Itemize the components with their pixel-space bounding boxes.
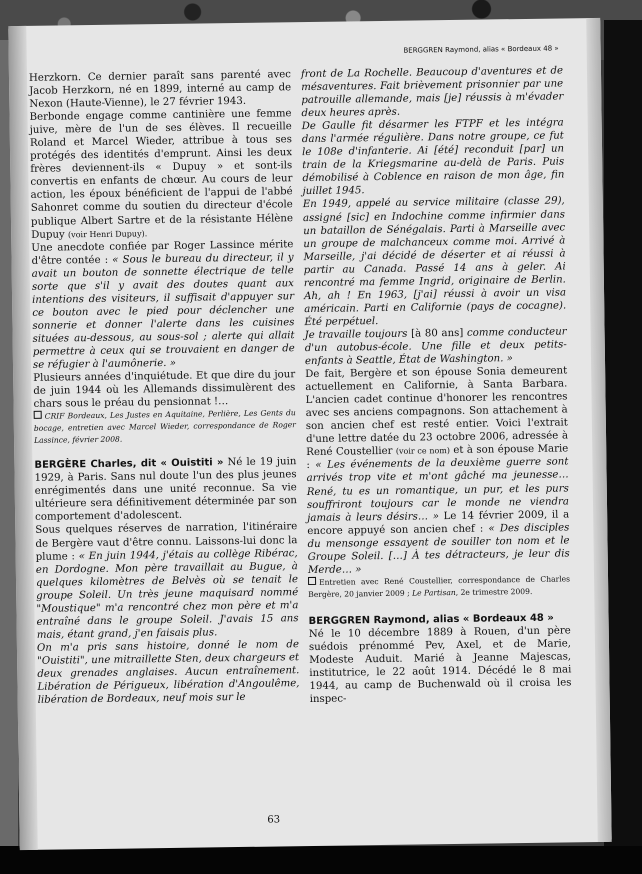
paragraph: De fait, Bergère et son épouse Sonia demeurent actuellement en Californie, à Santa Barbara. L'ancien cadet continue d'honorer les rencontres avec ses anciens compagnons. Son attachement à son ancien chef est resté entier. Voici l'extrait d'une lettre datée du 23 octobre 2006, adressée à René Coustellier (voir ce nom) et à son épouse Marie : « Les événements de la deuxième guerre sont arrivés trop vite et m'ont gâché ma jeunesse… René, tu es un romantique, un pur, et les purs souffriront toujours car le monde ne viendra jamais à leurs désirs… » Le 14 février 2009, il a encore appuyé son ancien chef : « Des disciples du mensonge essayent de souiller ton nom et le Groupe Soleil. […] À tes détracteurs, je leur dis Merde… » <box>305 365 570 576</box>
quotation: De Gaulle fit désarmer les FTPF et les intégra dans l'armée régulière. Dans notre groupe, ce fut le 108e d'infanterie. Ai [été] reconduit [par] un train de la Kriegsmarine au-delà de Paris. Puis démobilisé à Coblence en raison de mon âge, fin juillet 1945. <box>301 117 565 198</box>
book-page <box>8 18 611 850</box>
paragraph: Berbonde engage comme cantinière une femme juive, mère de l'un de ses élèves. Il recueille Roland et Marcel Wieder, attribue à tous ses protégés des identités d'emprunt. Ainsi les deux frères deviennent-ils « Dupuy » et sont-ils convertis en enfants de chœur. Au cours de leur action, les époux bénéficient de l'appui de l'abbé Sahonret comme du soutien du directeur d'école publique Albert Sartre et de la résistante Hélène Dupuy (voir Henri Dupuy). <box>29 108 294 241</box>
quotation: En 1949, appelé au service militaire (classe 29), assigné [sic] en Indochine comme infirmier dans un bataillon de Sénégalais. Parti à Marseille avec un groupe de malchanceux comme moi. Arrivé à Marseille, j'ai décidé de déserter et ai réussi à partir au Canada. Passé 14 ans à geler. Ai rencontré ma femme Ingrid, originaire de Berlin. Ah, ah ! En 1963, [j'ai] réussi à avoir un visa américain. Parti en Californie (pays de cocagne). Été perpétuel. <box>302 195 567 328</box>
source-note: CRIF Bordeaux, Les Justes en Aquitaine, Perlière, Les Gents du bocage, entretien avec Marcel Wieder, correspondance de Roger Lassince, février 2008. <box>33 408 296 446</box>
entry-heading: BERGÈRE Charles, dit « Ouistiti » <box>34 457 224 472</box>
quotation: front de La Rochelle. Beaucoup d'aventures et de mésaventures. Fait brièvement prisonnier par une patrouille allemande, mais [je] réussis à m'évader deux heures après. <box>300 65 564 120</box>
entry-heading: BERGGREN Raymond, alias « Bordeaux 48 » <box>308 612 554 627</box>
paragraph: Plusieurs années d'inquiétude. Et que dire du jour de juin 1944 où les Allemands dissimulèrent des chars sous le préau du pensionnat !… <box>33 369 296 411</box>
quotation: On m'a pris sans histoire, donné le nom de "Ouistiti", une mitraillette Sten, deux chargeurs et deux grenades anglaises. Aucun entraînement. Libération de Périgueux, libération d'Angoulême, libération de Bordeaux, neuf mois sur le <box>36 639 300 706</box>
source-icon <box>34 411 42 419</box>
page-number: 63 <box>267 814 281 826</box>
quotation: « Sous le bureau du directeur, il y avait un bouton de sonnette électrique de telle sorte que s'il y avait des doutes quant aux intentions des visiteurs, il suffisait d'appuyer sur ce bouton avec le pied pour déclencher une sonnerie et donner l'alerte dans les cuisines situées au-dessous, au sous-sol ; alerte qui allait permettre à ceux qui se trouvaient en danger de se réfugier à l'aumônerie. » <box>31 251 295 371</box>
source-icon <box>308 577 316 585</box>
quotation: « Des disciples du mensonge essayent de souiller ton nom et le Groupe Soleil. […] À tes détracteurs, je leur dis Merde… » <box>307 522 570 576</box>
quotation: Je travaille toujours [à 80 ans] comme conducteur d'un autobus-école. Une fille et deux petits-enfants à Seattle, État de Washington. » <box>304 326 567 368</box>
quotation: « Les événements de la deuxième guerre sont arrivés trop vite et m'ont gâché ma jeunesse… René, tu es un romantique, un pur, et les purs souffriront toujours car le monde ne viendra jamais à leurs désirs… » <box>306 456 570 524</box>
right-column <box>301 64 572 706</box>
running-head: BERGGREN Raymond, alias « Bordeaux 48 » <box>403 44 559 55</box>
quotation: « En juin 1944, j'étais au collège Ribérac, en Dordogne. Mon père travaillait au Bugue, à quelques kilomètres de Belvès où se tenait le groupe Soleil. Un très jeune maquisard nommé "Moustique" m'a rencontré chez mon père et m'a entraîné dans le groupe Soleil. J'avais 15 ans mais, étant grand, j'en faisais plus. <box>35 547 299 641</box>
paragraph: Sous quelques réserves de narration, l'itinéraire de Bergère vaut d'être connu. Laissons-lui donc la plume : « En juin 1944, j'étais au collège Ribérac, en Dordogne. Mon père travaillait au Bugue, à quelques kilomètres de Belvès où se tenait le groupe Soleil. Un très jeune maquisard nommé "Moustique" m'a rencontré chez mon père et m'a entraîné dans le groupe Soleil. J'avais 15 ans mais, étant grand, j'en faisais plus. <box>35 521 299 641</box>
left-column <box>29 68 300 707</box>
cross-reference: (voir ce nom) <box>395 446 451 457</box>
background-bottom <box>0 846 642 874</box>
entry: BERGÈRE Charles, dit « Ouistiti » Né le 19 juin 1929, à Paris. Sans nul doute l'un des plus jeunes enrégimentés dans une unité reconnue. Sa vie ultérieure sera définitivement déterminée par son comportement d'adolescent. <box>34 456 298 524</box>
cross-reference: (voir Henri Dupuy). <box>67 228 148 239</box>
paragraph: Une anecdote confiée par Roger Lassince mérite d'être contée : « Sous le bureau du directeur, il y avait un bouton de sonnette électrique de telle sorte que s'il y avait des doutes quant aux intentions des visiteurs, il suffisait d'appuyer sur ce bouton avec le pied pour déclencher une sonnerie et donner l'alerte dans les cuisines situées au-dessous, au sous-sol ; alerte qui allait permettre à ceux qui se trouvaient en danger de se réfugier à l'aumônerie. » <box>31 238 295 371</box>
paragraph: Herzkorn. Ce dernier paraît sans parenté avec Jacob Herzkorn, né en 1899, interné au camp de Nexon (Haute-Vienne), le 27 février 1943. <box>28 69 292 110</box>
source-note: Entretien avec René Coustellier, correspondance de Charles Bergère, 20 janvier 2009 ; Le Partisan, 2e trimestre 2009. <box>308 574 571 599</box>
paragraph: Né le 10 décembre 1889 à Rouen, d'un père suédois prénommé Pev, Axel, et de Marie, Modeste Auduit. Marié à Jeanne Majescas, institutrice, le 22 août 1914. Décédé le 8 mai 1944, au camp de Buchenwald où il croisa les inspec- <box>308 625 572 706</box>
